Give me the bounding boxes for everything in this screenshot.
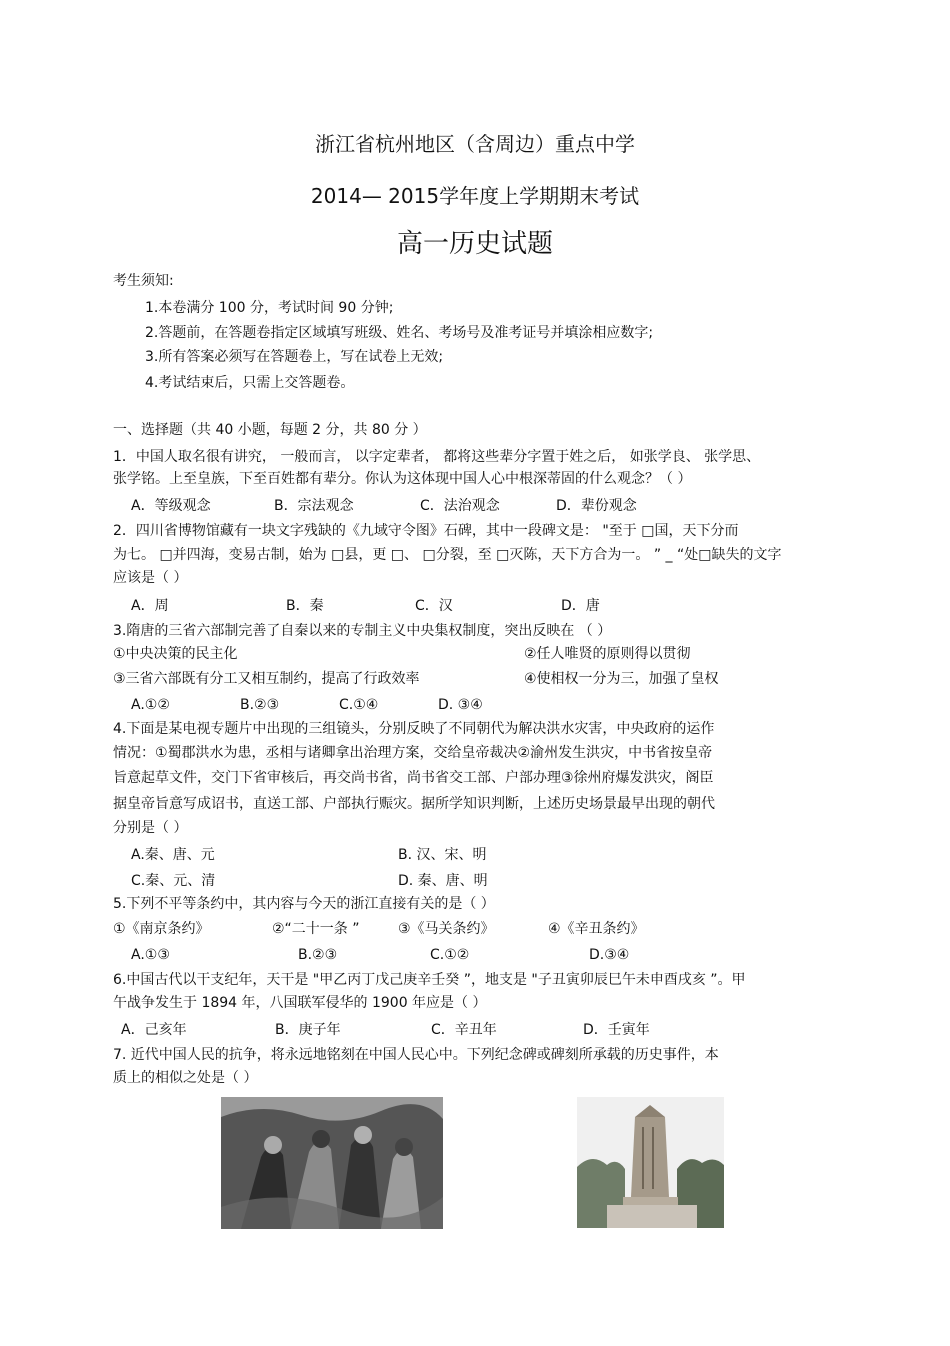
- q5-option-d: D.③④: [589, 947, 630, 963]
- notice-item: 3.所有答案必须写在答题卷上，写在试卷上无效;: [145, 349, 444, 365]
- question-4-line: 分别是（ ）: [113, 820, 188, 836]
- q1-option-a: A．等级观念: [131, 498, 211, 514]
- q3-option-d: D. ③④: [438, 697, 483, 713]
- q2-option-d: D．唐: [561, 598, 600, 614]
- notice-title: 考生须知:: [113, 273, 174, 289]
- q2-option-b: B．秦: [286, 598, 324, 614]
- q6-option-a: A．己亥年: [121, 1022, 187, 1038]
- q3-statement: ④使相权一分为三，加强了皇权: [524, 671, 719, 687]
- question-2-line: 为七。 □并四海，变易古制，始为 □县，更 □、 □分裂，至 □灭陈，天下方合为一。 ” _ “处□缺失的文字: [113, 547, 782, 563]
- q4-option-c: C.秦、元、清: [131, 873, 216, 889]
- monument-drawing: [577, 1097, 724, 1228]
- q6-option-b: B．庚子年: [275, 1022, 341, 1038]
- notice-item: 4.考试结束后，只需上交答题卷。: [145, 375, 355, 391]
- question-3-line: 3.隋唐的三省六部制完善了自秦以来的专制主义中央集权制度，突出反映在 （ ）: [113, 623, 612, 639]
- question-5-line: 5.下列不平等条约中，其内容与今天的浙江直接有关的是（ ）: [113, 896, 495, 912]
- q5-statement: ②“二十一条 ”: [272, 921, 360, 937]
- question-6-line: 午战争发生于 1894 年，八国联军侵华的 1900 年应是（ ）: [113, 995, 487, 1011]
- q5-statement: ①《南京条约》: [113, 921, 210, 937]
- question-7-line: 7. 近代中国人民的抗争，将永远地铭刻在中国人民心中。下列纪念碑或碑刻所承载的历史事件，本: [113, 1047, 719, 1063]
- question-7-line: 质上的相似之处是（ ）: [113, 1070, 258, 1086]
- question-4-line: 4.下面是某电视专题片中出现的三组镜头，分别反映了不同朝代为解决洪水灾害，中央政府的运作: [113, 721, 715, 737]
- q6-option-d: D．壬寅年: [583, 1022, 650, 1038]
- q1-option-d: D．辈份观念: [556, 498, 637, 514]
- question-2-line: 2．四川省博物馆藏有一块文字残缺的《九域守令图》石碑，其中一段碑文是： "至于 □国，天下分而: [113, 523, 739, 539]
- question-4-line: 情况：①蜀郡洪水为患，丞相与诸卿拿出治理方案，交给皇帝裁决②渝州发生洪灾，中书省按皇帝: [113, 745, 713, 761]
- question-4-line: 据皇帝旨意写成诏书，直送工部、户部执行赈灾。据所学知识判断，上述历史场景最早出现的朝代: [113, 796, 715, 812]
- q3-option-b: B.②③: [240, 697, 280, 713]
- section-heading: 一、选择题（共 40 小题，每题 2 分，共 80 分 ）: [113, 422, 427, 438]
- q4-option-a: A.秦、唐、元: [131, 847, 215, 863]
- q2-option-a: A．周: [131, 598, 169, 614]
- q3-statement: ②任人唯贤的原则得以贯彻: [524, 646, 691, 662]
- q1-option-b: B．宗法观念: [274, 498, 354, 514]
- term-title: 2014— 2015学年度上学期期末考试: [310, 184, 640, 208]
- question-1-line: 1．中国人取名很有讲究， 一般而言， 以字定辈者， 都将这些辈分字置于姓之后， 如张学良、 张学思、: [113, 449, 761, 465]
- q5-option-a: A.①③: [131, 947, 170, 963]
- relief-sculpture-drawing: [221, 1097, 443, 1229]
- subject-title: 高一历史试题: [396, 229, 553, 259]
- relief-sculpture-photo: [221, 1097, 443, 1229]
- q3-statement: ③三省六部既有分工又相互制约，提高了行政效率: [113, 671, 420, 687]
- q3-option-a: A.①②: [131, 697, 170, 713]
- q5-statement: ③《马关条约》: [398, 921, 495, 937]
- question-4-line: 旨意起草文件，交门下省审核后，再交尚书省，尚书省交工部、户部办理③徐州府爆发洪灾，阁臣: [113, 770, 714, 786]
- q1-option-c: C．法治观念: [420, 498, 500, 514]
- question-1-line: 张学铭。上至皇族，下至百姓都有辈分。你认为这体现中国人心中根深蒂固的什么观念？（ ）: [113, 471, 692, 487]
- q3-statement: ①中央决策的民主化: [113, 646, 238, 662]
- q6-option-c: C．辛丑年: [431, 1022, 497, 1038]
- monument-photo: [577, 1097, 724, 1228]
- q5-option-b: B.②③: [298, 947, 338, 963]
- q5-option-c: C.①②: [430, 947, 470, 963]
- q4-option-d: D. 秦、唐、明: [398, 873, 488, 889]
- question-2-line: 应该是（ ）: [113, 570, 188, 586]
- notice-item: 2.答题前，在答题卷指定区域填写班级、姓名、考场号及准考证号并填涂相应数字;: [145, 325, 654, 341]
- notice-item: 1.本卷满分 100 分，考试时间 90 分钟;: [145, 300, 394, 316]
- q3-option-c: C.①④: [339, 697, 379, 713]
- q2-option-c: C．汉: [415, 598, 453, 614]
- school-title: 浙江省杭州地区（含周边）重点中学: [315, 132, 635, 156]
- q4-option-b: B. 汉、宋、明: [398, 847, 487, 863]
- question-6-line: 6.中国古代以干支纪年，天干是 "甲乙丙丁戊己庚辛壬癸 ”，地支是 "子丑寅卯辰巳午未申酉戌亥 ”。甲: [113, 972, 746, 988]
- q5-statement: ④《辛丑条约》: [548, 921, 645, 937]
